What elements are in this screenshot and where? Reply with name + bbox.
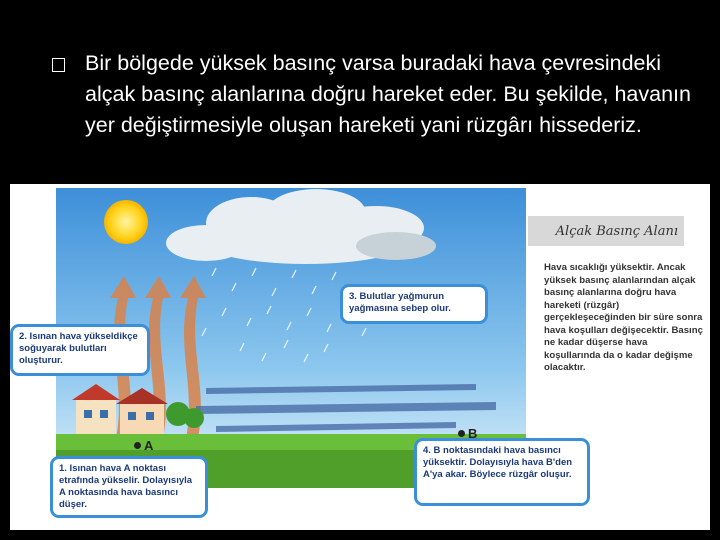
side-text-body: Hava sıcaklığı yüksektir. Ancak yüksek basınç alanlarından alçak basınç alanlarına doğru hava hareketi (rüzgâr) gerçekleşeceğinden bir süre sonra hava koşulları değişecektir. Basınç ne kadar düşerse hava koşullarında da o kadar değişme olacaktır.	[544, 262, 703, 373]
point-b-text: B	[468, 426, 478, 441]
callout-2: 2. Isınan hava yükseldikçe soğuyarak bulutları oluşturur.	[10, 324, 150, 376]
side-title: Alçak Basınç Alanı	[528, 216, 684, 246]
bullet-text: Bir bölgede yüksek basınç varsa buradaki hava çevresindeki alçak basınç alanlarına doğru hareket eder. Bu şekilde, havanın yer değiştirmesiyle oluşan hareketi yani rüzgârı hissederiz.	[85, 51, 691, 137]
side-text	[544, 262, 704, 392]
point-a-label	[134, 438, 153, 453]
callout-4: 4. B noktasındaki hava basıncı yüksektir. Dolayısıyla hava B'den A'ya akar. Böylece rüzgâr oluşur.	[414, 438, 590, 506]
point-b-label	[458, 426, 477, 441]
sun-icon	[104, 200, 148, 244]
callout-1: 1. Isınan hava A noktası etrafında yükselir. Dolayısıyla A noktasında hava basıncı düşer.	[50, 456, 208, 518]
point-a-dot	[134, 442, 141, 449]
point-b-dot	[458, 430, 465, 437]
bullet-row	[52, 48, 692, 141]
figure-panel	[10, 184, 710, 530]
bullet-checkbox-icon	[52, 58, 65, 72]
point-a-text: A	[144, 438, 154, 453]
callout-3: 3. Bulutlar yağmurun yağmasına sebep olur.	[340, 284, 488, 324]
